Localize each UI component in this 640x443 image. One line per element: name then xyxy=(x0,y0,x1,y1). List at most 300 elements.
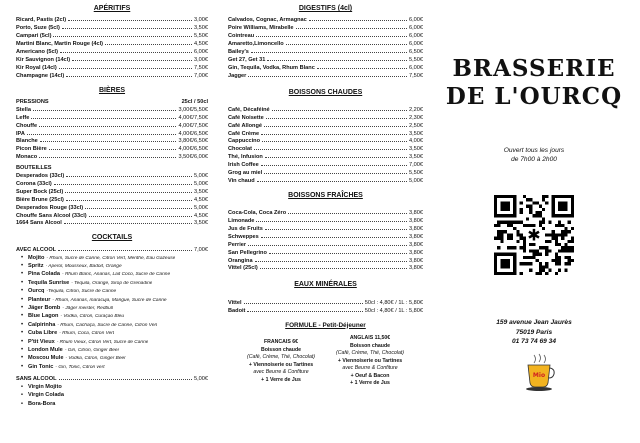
boissons-chaudes-title: BOISSONS CHAUDES xyxy=(288,88,363,96)
menu-row xyxy=(228,250,423,258)
aperitifs-title: APÉRITIFS xyxy=(93,5,131,12)
cocktail-row xyxy=(16,347,208,355)
item-name: Campari (5cl) xyxy=(16,33,52,40)
item-price: 4,50€ xyxy=(194,41,208,48)
menu-row xyxy=(228,242,423,250)
menu-row xyxy=(16,57,208,65)
item-price: 5,00€ xyxy=(194,181,208,188)
cocktail-row xyxy=(16,339,208,347)
avec-alcool-label: AVEC ALCOOL xyxy=(16,246,57,253)
menu-row xyxy=(228,107,423,115)
dot-leader xyxy=(262,138,407,142)
cocktail-name: Moscou Mule xyxy=(28,355,64,362)
item-price: 3,50€ xyxy=(409,146,423,153)
cocktail-name: Gin Tonic xyxy=(28,363,54,370)
cocktail-name: Spritz xyxy=(28,263,44,270)
cocktail-desc: - Gin, Tonic, Citron vert xyxy=(55,364,105,370)
cocktail-name: Cuba Libre xyxy=(28,330,58,337)
cocktail-row xyxy=(16,263,208,271)
dot-leader xyxy=(247,308,362,312)
dot-leader xyxy=(85,205,192,209)
item-name: Café Crème xyxy=(228,130,260,137)
menu-row xyxy=(16,205,208,213)
dot-leader xyxy=(66,173,192,177)
digestifs-list xyxy=(228,17,423,80)
cocktail-name: P'tit Vieux xyxy=(28,338,55,345)
dot-leader xyxy=(261,234,407,238)
dot-leader xyxy=(66,73,192,77)
item-price: 7,00€ xyxy=(409,162,423,169)
item-name: San Pellegrino xyxy=(228,249,267,256)
menu-row xyxy=(228,123,423,131)
item-name: Poire Williams, Mirabelle xyxy=(228,25,294,32)
dot-leader xyxy=(269,250,407,254)
dot-leader xyxy=(309,17,407,21)
qr-code[interactable] xyxy=(494,195,574,275)
menu-row xyxy=(228,258,423,266)
menu-row xyxy=(228,162,423,170)
menu-row xyxy=(16,213,208,221)
menu-row xyxy=(16,197,208,205)
cocktail-name: Caïpirinha xyxy=(28,321,56,328)
address-block xyxy=(434,318,634,348)
bullet-icon: • xyxy=(20,254,24,261)
cocktail-desc: - Vodka, Citron, Ginger Beer xyxy=(65,356,126,362)
cocktail-row xyxy=(16,330,208,338)
dot-leader xyxy=(64,220,192,224)
item-price: 3,80€/6,50€ xyxy=(178,138,208,145)
sans-alcool-row xyxy=(16,376,208,384)
sans-alcool-item xyxy=(16,401,208,409)
item-price: 2,20€ xyxy=(409,106,423,113)
bullet-icon: • xyxy=(20,346,24,353)
cocktail-name: Ourcq xyxy=(28,288,45,295)
item-name: Grog au miel xyxy=(228,170,263,177)
cocktail-desc: - Rhum, Sucre de Canne, Citron Vert, Menthe, Eau Gazeuse xyxy=(46,255,176,261)
cocktail-desc: - Rhum Vieux, Citron Vert, Sucre de Canne xyxy=(56,339,149,345)
dot-leader xyxy=(105,41,192,45)
cocktail-name: Tequila Sunrise xyxy=(28,279,70,286)
item-price: 4,00€/6,50€ xyxy=(178,146,208,153)
dot-leader xyxy=(257,178,407,182)
menu-row xyxy=(228,170,423,178)
item-name: Café Allongé xyxy=(228,122,262,129)
formule-anglais xyxy=(329,335,411,388)
aperitifs-list xyxy=(16,17,208,80)
bullet-icon: • xyxy=(20,355,24,362)
menu-row xyxy=(228,41,423,49)
item-price: 3,00€/5,50€ xyxy=(178,106,208,113)
item-name: Bière Brune (25cl) xyxy=(16,196,64,203)
dot-leader xyxy=(68,17,192,21)
item-price: 6,00€ xyxy=(194,48,208,55)
item-name: Jagger xyxy=(228,72,247,79)
menu-row xyxy=(16,17,208,25)
cocktail-name: London Mule xyxy=(28,346,63,353)
item-name: Schweppes xyxy=(228,233,259,240)
item-name: Americano (5cl) xyxy=(16,48,58,55)
item-name: Desperados (33cl) xyxy=(16,173,65,180)
dot-leader xyxy=(251,49,407,53)
formule-anglais-avec: avec Beurre & Confiture xyxy=(342,365,398,372)
sans-alcool-item xyxy=(16,384,208,392)
logo-line2: DE L'OURCQ xyxy=(445,82,623,110)
menu-row xyxy=(16,146,208,154)
item-price: 3,50€ xyxy=(409,154,423,161)
sans-alcool-name: Bora-Bora xyxy=(28,400,56,407)
cocktail-desc: - Rhum Blanc, Ananas, Lait Coco, Sucre de Canne xyxy=(62,272,171,278)
item-name: Cointreau xyxy=(228,33,255,40)
bullet-icon: • xyxy=(20,279,24,286)
item-price: 6,00€ xyxy=(409,41,423,48)
item-name: Stella xyxy=(16,106,31,113)
item-name: Ricard, Pastis (2cl) xyxy=(16,17,67,24)
item-price: 5,00€ xyxy=(409,177,423,184)
item-price: 3,50€ xyxy=(194,188,208,195)
menu-row xyxy=(228,115,423,123)
item-name: Desperados Rouge (33cl) xyxy=(16,204,84,211)
dot-leader xyxy=(272,107,407,111)
cocktail-name: Jäger Bomb xyxy=(28,305,61,311)
menu-row xyxy=(228,65,423,73)
dot-leader xyxy=(260,265,407,269)
menu-row xyxy=(16,154,208,162)
bouteilles-list xyxy=(16,173,208,228)
item-name: Get 27, Get 31 xyxy=(228,56,266,63)
menu-row xyxy=(16,173,208,181)
menu-row xyxy=(228,226,423,234)
sans-alcool-item xyxy=(16,392,208,400)
cocktail-desc: - Rhum, Cachaça, Sucre de Canne, Citron Vert xyxy=(57,322,158,328)
sans-alcool-list xyxy=(16,384,208,409)
item-name: Bailey's xyxy=(228,48,249,55)
item-price: 3,80€ xyxy=(409,249,423,256)
column-middle xyxy=(228,3,423,388)
dot-leader xyxy=(267,57,407,61)
item-name: Amaretto,Limoncello xyxy=(228,41,284,48)
avec-alcool-price: 7,00€ xyxy=(194,246,208,253)
item-price: 6,00€ xyxy=(409,33,423,40)
dot-leader xyxy=(39,123,176,127)
item-name: Blanche xyxy=(16,138,38,145)
menu-row xyxy=(228,308,423,316)
item-price: 4,50€ xyxy=(194,196,208,203)
item-price: 3,00€ xyxy=(194,17,208,24)
menu-row xyxy=(16,65,208,73)
item-price: 7,50€ xyxy=(194,64,208,71)
item-price: 3,80€ xyxy=(409,257,423,264)
formule-anglais-choix: (Café, Crème, Thé, Chocolat) xyxy=(335,350,405,357)
cafe-cup-logo xyxy=(524,353,556,393)
item-name: Café, Décaféiné xyxy=(228,106,270,113)
item-name: Jus de Fruits xyxy=(228,225,263,232)
brasserie-logo xyxy=(434,55,634,110)
item-name: Martini Blanc, Martin Rouge (4cl) xyxy=(16,41,104,48)
item-name: Chouffe xyxy=(16,122,38,129)
cocktail-desc: - Jäger meister, Redbull xyxy=(62,306,113,311)
dot-leader xyxy=(27,131,177,135)
menu-row xyxy=(16,49,208,57)
menu-row xyxy=(228,138,423,146)
dot-leader xyxy=(248,73,407,77)
menu-row xyxy=(16,123,208,131)
menu-row xyxy=(228,25,423,33)
item-price: 3,00€ xyxy=(194,56,208,63)
item-price: 3,80€ xyxy=(409,241,423,248)
item-name: Kir Royal (14cl) xyxy=(16,64,57,71)
menu-row xyxy=(16,220,208,228)
item-price: 3,80€ xyxy=(409,218,423,225)
cocktail-row xyxy=(16,271,208,279)
item-price: 4,00€ xyxy=(409,138,423,145)
pressions-label: PRESSIONS xyxy=(16,98,49,105)
menu-row xyxy=(228,49,423,57)
eaux-minerales-title: EAUX MINÉRALES xyxy=(294,281,357,289)
menu-row xyxy=(16,189,208,197)
cocktail-desc: - Tequila, Orange, Sirop de Grenadine xyxy=(71,280,153,286)
dot-leader xyxy=(54,181,192,185)
boissons-chaudes-list xyxy=(228,107,423,186)
menu-row xyxy=(228,146,423,154)
dot-leader xyxy=(62,25,192,29)
item-name: Orangina xyxy=(228,257,253,264)
dot-leader xyxy=(256,33,407,37)
menu-row xyxy=(16,33,208,41)
digestifs-title: DIGESTIFS (4cl) xyxy=(298,5,353,12)
item-price: 3,80€ xyxy=(409,265,423,272)
dot-leader xyxy=(59,65,192,69)
formule-anglais-viennoiserie: + Viennoiserie ou Tartines xyxy=(337,357,403,364)
cocktail-name: Pina Colada xyxy=(28,271,61,278)
item-price: 5,50€ xyxy=(409,56,423,63)
menu-row xyxy=(228,210,423,218)
sans-alcool-name: Virgin Colada xyxy=(28,392,64,399)
item-price: 2,50€ xyxy=(409,122,423,129)
formule-anglais-title: ANGLAIS 11,50€ xyxy=(349,335,391,342)
dot-leader xyxy=(40,138,177,142)
item-name: Calvados, Cognac, Armagnac xyxy=(228,17,307,24)
dot-leader xyxy=(49,146,177,150)
item-price: 7,00€ xyxy=(194,72,208,79)
item-name: Irish Coffee xyxy=(228,162,259,169)
menu-row xyxy=(16,115,208,123)
menu-row xyxy=(228,131,423,139)
cocktails-title: COCKTAILS xyxy=(91,234,133,242)
cocktail-desc: - Rhum, Ananas, maracuja, Mangue, Sucre de Canne xyxy=(52,297,167,303)
menu-row xyxy=(228,178,423,186)
item-price: 4,50€ xyxy=(194,212,208,219)
item-price: 3,50€/6,00€ xyxy=(178,154,208,161)
dot-leader xyxy=(296,25,407,29)
item-price: 50cl : 4,80€ / 1L : 5,80€ xyxy=(364,307,423,314)
pressions-header xyxy=(16,99,208,107)
cocktail-row xyxy=(16,255,208,263)
item-name: Thé, Infusion xyxy=(228,154,263,161)
menu-row xyxy=(16,73,208,81)
menu-row xyxy=(228,154,423,162)
dot-leader xyxy=(264,123,407,127)
item-name: Café Noisette xyxy=(228,114,264,121)
pressions-list xyxy=(16,107,208,162)
item-price: 5,00€ xyxy=(194,204,208,211)
dot-leader xyxy=(58,247,192,251)
dot-leader xyxy=(286,41,407,45)
item-name: Badoit xyxy=(228,307,246,314)
cocktail-desc: - Rhum, Coca, Citron Vert xyxy=(59,331,115,337)
dot-leader xyxy=(248,242,407,246)
item-price: 5,00€ xyxy=(194,173,208,180)
item-price: 50cl : 4,80€ / 1L : 5,80€ xyxy=(364,299,423,306)
bullet-icon: • xyxy=(20,363,24,370)
address-street: 159 avenue Jean Jaurès xyxy=(496,318,572,326)
dot-leader xyxy=(244,300,363,304)
cocktail-desc: - Aperol, Mousseux, Badoit, Orange xyxy=(45,264,122,270)
menu-row xyxy=(16,181,208,189)
bullet-icon: • xyxy=(20,271,24,278)
menu-row xyxy=(228,218,423,226)
item-name: 1664 Sans Alcool xyxy=(16,220,62,227)
menu-row xyxy=(16,107,208,115)
dot-leader xyxy=(317,65,407,69)
cocktail-name: Planteur xyxy=(28,296,51,303)
dot-leader xyxy=(72,57,192,61)
formule-anglais-oeuf: + Oeuf & Bacon xyxy=(350,372,390,379)
item-name: IPA xyxy=(16,130,25,137)
sans-alcool-name: Virgin Mojito xyxy=(28,384,62,391)
logo-line1: BRASSERIE xyxy=(452,55,616,82)
item-name: Super Bock (25cl) xyxy=(16,188,64,195)
cocktail-desc: - Vodka, Citron, Curaçao Bleu xyxy=(60,314,125,320)
bullet-icon: • xyxy=(20,305,24,311)
opening-hours xyxy=(434,146,634,164)
cocktail-row xyxy=(16,322,208,330)
item-price: 3,50€ xyxy=(194,25,208,32)
bullet-icon: • xyxy=(21,400,23,407)
formule-anglais-boisson: Boisson chaude xyxy=(349,342,391,349)
item-price: 7,50€ xyxy=(409,72,423,79)
avec-alcool-row xyxy=(16,247,208,255)
item-price: 4,00€/6,50€ xyxy=(178,130,208,137)
item-name: Chocolat xyxy=(228,146,252,153)
formule-title: FORMULE - Petit-Déjeuner xyxy=(285,321,366,329)
cafe-cup-icon xyxy=(524,353,556,393)
item-name: Vittel (25cl) xyxy=(228,265,258,272)
formules xyxy=(228,335,423,388)
menu-row xyxy=(228,33,423,41)
dot-leader xyxy=(261,162,407,166)
dot-leader xyxy=(60,49,192,53)
menu-row xyxy=(228,73,423,81)
address-city: 75019 Paris xyxy=(515,328,553,336)
menu-row xyxy=(16,138,208,146)
dot-leader xyxy=(53,33,192,37)
item-name: Picon Bière xyxy=(16,146,47,153)
sans-alcool-price: 5,00€ xyxy=(194,376,208,383)
item-name: Coca-Cola, Coca Zéro xyxy=(228,210,287,217)
dot-leader xyxy=(89,213,192,217)
column-right xyxy=(434,3,634,393)
formule-francais xyxy=(240,339,322,388)
menu-row xyxy=(228,265,423,273)
menu-row xyxy=(228,300,423,308)
item-name: Leffe xyxy=(16,114,30,121)
formule-francais-jus: + 1 Verre de Jus xyxy=(261,376,301,383)
item-name: Perrier xyxy=(228,241,247,248)
dot-leader xyxy=(39,154,176,158)
bullet-icon: • xyxy=(20,330,24,337)
dot-leader xyxy=(256,218,407,222)
bullet-icon: • xyxy=(20,321,24,328)
item-name: Porto, Suze (5cl) xyxy=(16,25,60,32)
cocktails-list xyxy=(16,255,208,372)
dot-leader xyxy=(261,131,407,135)
sans-alcool-label: SANS ALCOOL xyxy=(16,376,57,383)
cocktail-name: Mojito xyxy=(28,254,45,261)
dot-leader xyxy=(266,115,407,119)
item-name: Monaco xyxy=(16,154,38,161)
dot-leader xyxy=(66,197,192,201)
boissons-fraiches-list xyxy=(228,210,423,273)
dot-leader xyxy=(288,210,407,214)
item-price: 4,00€/7,50€ xyxy=(178,114,208,121)
menu-row xyxy=(228,57,423,65)
formule-francais-viennoiserie: + Viennoiserie ou Tartines xyxy=(248,361,314,368)
column-left xyxy=(16,3,208,409)
bullet-icon: • xyxy=(20,296,24,303)
qr-code-graphic xyxy=(494,195,574,275)
item-name: Corona (33cl) xyxy=(16,181,52,188)
eaux-minerales-list xyxy=(228,300,423,316)
dot-leader xyxy=(65,189,192,193)
item-name: Gin, Tequila, Vodka, Rhum Blanc xyxy=(228,64,315,71)
dot-leader xyxy=(264,170,407,174)
cocktail-row xyxy=(16,297,208,305)
menu-row xyxy=(228,234,423,242)
item-price: 3,50€ xyxy=(409,130,423,137)
bullet-icon: • xyxy=(21,392,23,399)
item-name: Vittel xyxy=(228,299,242,306)
menu-row xyxy=(16,131,208,139)
dot-leader xyxy=(265,154,407,158)
item-name: Kir Sauvignon (14cl) xyxy=(16,56,71,63)
boissons-fraiches-title: BOISSONS FRAÎCHES xyxy=(288,191,363,199)
hours-line1: Ouvert tous les jours xyxy=(503,147,565,155)
menu-row xyxy=(16,41,208,49)
item-price: 6,00€ xyxy=(409,64,423,71)
bullet-icon: • xyxy=(21,384,23,391)
cocktail-row xyxy=(16,364,208,372)
item-price: 3,80€ xyxy=(409,225,423,232)
bullet-icon: • xyxy=(20,313,24,320)
bieres-title: BIÈRES xyxy=(98,86,126,94)
bullet-icon: • xyxy=(20,338,24,345)
formule-francais-choix: (Café, Crème, Thé, Chocolat) xyxy=(246,354,316,361)
dot-leader xyxy=(59,376,192,380)
cafe-logo-text: Mio xyxy=(532,372,546,380)
formule-francais-avec: avec Beurre & Confiture xyxy=(253,369,309,376)
item-name: Limonade xyxy=(228,218,255,225)
formule-anglais-jus: + 1 Verre de Jus xyxy=(350,380,390,387)
menu-row xyxy=(16,25,208,33)
item-name: Champagne (14cl) xyxy=(16,72,65,79)
cocktail-name: Blue Lagon xyxy=(28,313,59,320)
item-price: 4,00€/7,50€ xyxy=(178,122,208,129)
bullet-icon: • xyxy=(20,263,24,270)
item-price: 5,50€ xyxy=(409,170,423,177)
dot-leader xyxy=(255,258,407,262)
item-price: 3,80€ xyxy=(409,233,423,240)
item-price: 6,00€ xyxy=(409,17,423,24)
